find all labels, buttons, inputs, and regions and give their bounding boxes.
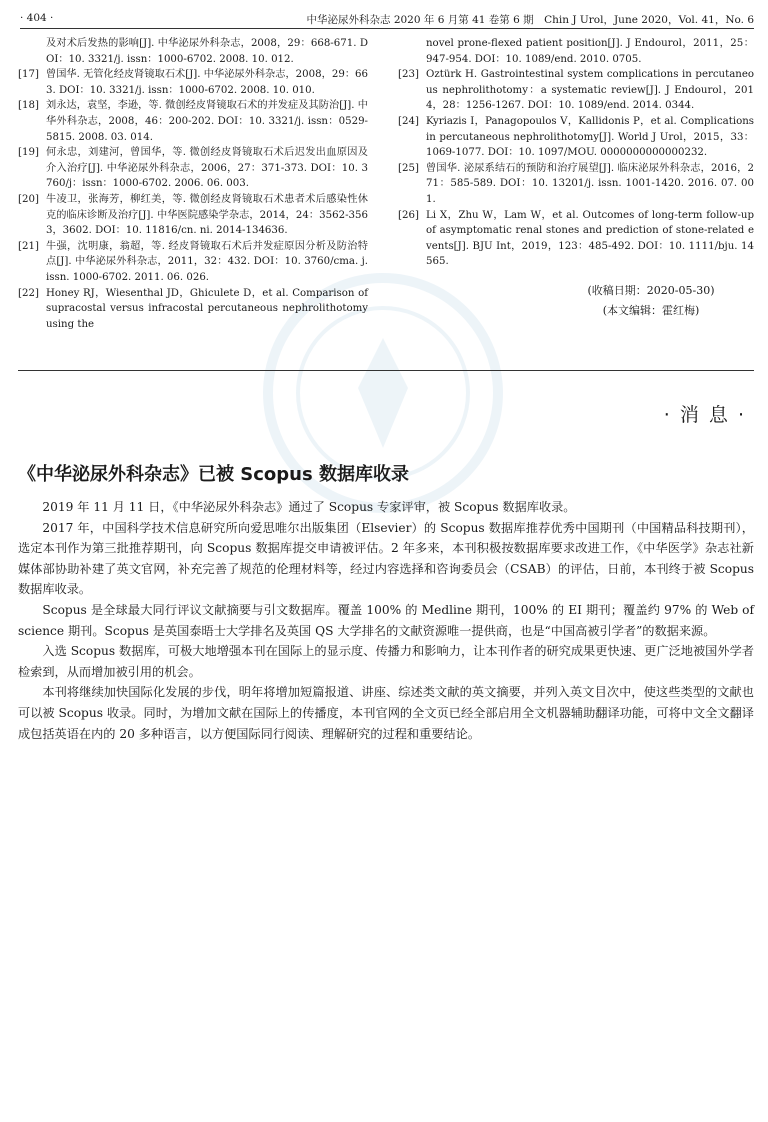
- reference-item: [18, 286, 368, 333]
- reference-number: [21]: [18, 240, 39, 252]
- references-left-column: [18, 36, 368, 332]
- section-label: · 消 息 ·: [663, 404, 746, 426]
- reference-number: [20]: [18, 193, 39, 205]
- reference-item: [398, 161, 754, 208]
- news-paragraph: Scopus 是全球最大同行评议文献摘要与引文数据库。覆盖 100% 的 Medline 期刊，100% 的 EI 期刊；覆盖约 97% 的 Web of science 期刊。Scopus 是英国泰晤士大学排名及英国 QS 大学排名的文献资源唯一提供商，也是“中国高被引学者”的数据来源。: [18, 602, 754, 638]
- journal-citation-line: 中华泌尿外科杂志 2020 年 6 月第 41 卷第 6 期 Chin J Urol，June 2020，Vol. 41，No. 6: [306, 14, 754, 26]
- reference-item: [18, 145, 368, 192]
- reference-number: [25]: [398, 162, 419, 174]
- reference-text: 牛凌卫，张海芳，柳红美，等. 微创经皮肾镜取石术患者术后感染性休克的临床诊断及治疗[J]. 中华医院感染学杂志，2014，24：3562-3563，3602. DOI：10. 11816/cn. ni. 2014-134636.: [46, 193, 368, 237]
- reference-number: [23]: [398, 69, 419, 81]
- reference-item: [398, 208, 754, 270]
- reference-text: Kyriazis I，Panagopoulos V，Kallidonis P，et al. Complications in percutaneous nephrolithotomy[J]. World J Urol，2015，33：1069-1077. DOI：10. 1097/MOU. 0000000000000232.: [426, 115, 754, 159]
- reference-number: [24]: [398, 115, 419, 127]
- reference-text: 刘永达，袁坚，李逊，等. 微创经皮肾镜取石术的并发症及其防治[J]. 中华外科杂志，2008，46：200-202. DOI：10. 3321/j. issn：0529-5815. 2008. 03. 014.: [46, 100, 368, 143]
- reference-item: [18, 239, 368, 286]
- running-header: [20, 10, 754, 29]
- reference-item: [18, 192, 368, 239]
- news-title: 《中华泌尿外科杂志》已被 Scopus 数据库收录: [18, 464, 409, 485]
- reference-number: [17]: [18, 69, 39, 81]
- news-paragraph: 本刊将继续加快国际化发展的步伐，明年将增加短篇报道、讲座、综述类文献的英文摘要，并列入英文目次中，使这些类型的文献也可以被 Scopus 收录。同时，为增加文献在国际上的传播度，本刊官网的全文页已经全部启用全文机器辅助翻译功能，可将中文全文翻译成包括英语在内的 20 多种语言，以方便国际同行阅读、理解研究的过程和重要结论。: [18, 685, 754, 741]
- reference-text: Li X，Zhu W，Lam W，et al. Outcomes of long-term follow-up of asymptomatic renal stones and prediction of stone-related events[J]. BJU Int，2019，123：485-492. DOI：10. 1111/bju. 14565.: [426, 209, 754, 268]
- reference-text: 曾国华. 泌尿系结石的预防和治疗展望[J]. 临床泌尿外科杂志，2016，271：585-589. DOI：10. 13201/j. issn. 1001-1420. 2016. 07. 001.: [426, 162, 754, 205]
- reference-item: [398, 67, 754, 114]
- section-divider: [18, 370, 754, 371]
- reference-item: [18, 67, 368, 98]
- page-number: · 404 ·: [20, 12, 54, 24]
- reference-item: [18, 98, 368, 145]
- reference-number: [18]: [18, 100, 39, 112]
- received-date: (收稿日期：2020-05-30): [587, 283, 715, 297]
- reference-number: [26]: [398, 209, 419, 221]
- reference-text: Honey RJ，Wiesenthal JD，Ghiculete D，et al. Comparison of supracostal versus infracostal percutaneous nephrolithotomy using the: [46, 287, 368, 330]
- reference-text: 何永忠，刘建河，曾国华，等. 微创经皮肾镜取石术后迟发出血原因及介入治疗[J]. 中华泌尿外科杂志，2006，27：371-373. DOI：10. 3760/j：issn：1000-6702. 2006. 06. 003.: [46, 147, 368, 190]
- reference-text: 曾国华. 无管化经皮肾镜取石术[J]. 中华泌尿外科杂志，2008，29：663. DOI：10. 3321/j. issn：1000-6702. 2008. 10. 010.: [46, 69, 368, 96]
- news-paragraph: 入选 Scopus 数据库，可极大地增强本刊在国际上的显示度、传播力和影响力，让本刊作者的研究成果更快速、更广泛地被国外学者检索到，从而增加被引用的机会。: [18, 644, 754, 679]
- news-paragraph: 2017 年，中国科学技术信息研究所向爱思唯尔出版集团（Elsevier）的 Scopus 数据库推荐优秀中国期刊（中国精品科技期刊），选定本刊作为第三批推荐期刊，向 Scopus 数据库提交申请被评估。2 年多来，本刊积极按数据库要求改进工作，《中华医学》杂志社新媒体部协助补建了英文官网，补充完善了规范的伦理材料等，经过内容选择和咨询委员会（CSAB）的评估，日前，本刊终于被 Scopus 数据库收录。: [18, 520, 754, 597]
- references-right-column: [398, 36, 754, 320]
- news-body: [18, 497, 754, 744]
- reference-number: [19]: [18, 147, 39, 159]
- reference-text: Oztürk H. Gastrointestinal system complications in percutaneous nephrolithotomy：a systematic review[J]. J Endourol，2014，28：1256-1267. DOI：10. 1089/end. 2014. 0344.: [426, 69, 754, 112]
- reference-continuation: 及对术后发热的影响[J]. 中华泌尿外科杂志，2008，29：668-671. DOI：10. 3321/j. issn：1000-6702. 2008. 10. 012.: [46, 38, 368, 65]
- editor-credit: (本文编辑：霍红梅): [602, 303, 700, 317]
- reference-number: [22]: [18, 287, 39, 299]
- reference-continuation: novel prone-flexed patient position[J]. J Endourol，2011，25：947-954. DOI：10. 1089/end. 2010. 0705.: [426, 38, 754, 65]
- news-paragraph: 2019 年 11 月 11 日，《中华泌尿外科杂志》通过了 Scopus 专家评审，被 Scopus 数据库收录。: [42, 500, 576, 514]
- reference-text: 牛强，沈明康，翁超，等. 经皮肾镜取石术后并发症原因分析及防治特点[J]. 中华泌尿外科杂志，2011，32：432. DOI：10. 3760/cma. j. issn. 1000-6702. 2011. 06. 026.: [46, 240, 368, 283]
- reference-item: [398, 114, 754, 161]
